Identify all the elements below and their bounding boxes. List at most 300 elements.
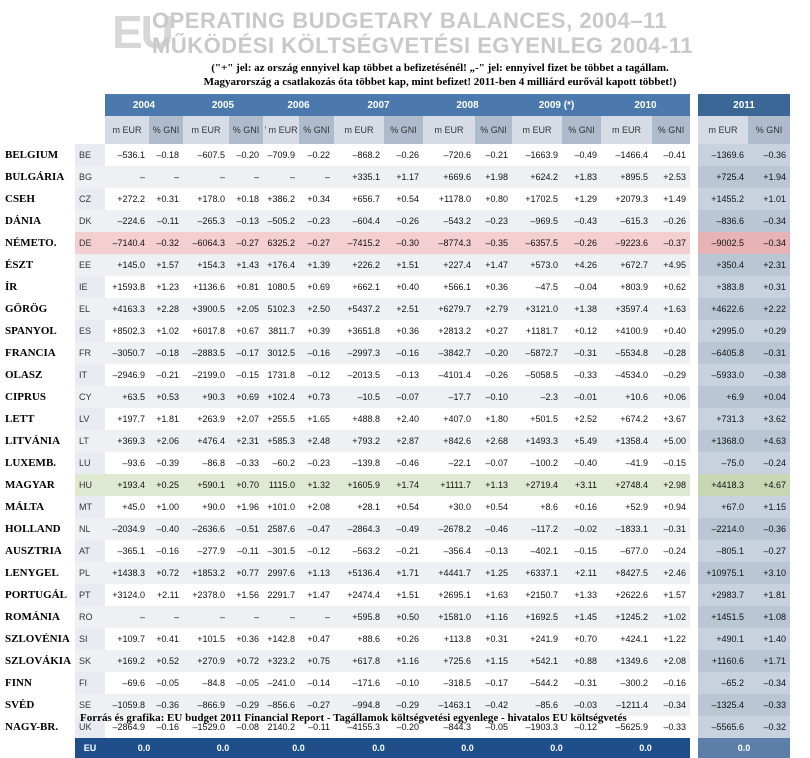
value-meur: +4441.7 — [423, 562, 475, 584]
value-meur: +2695.1 — [423, 584, 475, 606]
value-meur: –1059.8 — [105, 694, 149, 716]
value-meur: +176.4 — [263, 254, 299, 276]
country-code: MT — [75, 496, 105, 518]
value-gni: –0.26 — [475, 364, 512, 386]
value-meur: +617.8 — [334, 650, 384, 672]
value-gni: +1.49 — [652, 188, 690, 210]
table-row — [0, 562, 790, 584]
value-gni: –0.34 — [748, 232, 790, 254]
value-gni: +0.54 — [384, 496, 423, 518]
value-gni: –0.43 — [562, 210, 601, 232]
value-meur: +2995.0 — [698, 320, 748, 342]
value-gni: –0.32 — [748, 716, 790, 738]
value-meur: –2636.6 — [183, 518, 229, 540]
value-meur: –9002.5 — [698, 232, 748, 254]
country-name: DÁNIA — [5, 215, 42, 227]
value-gni: +2.31 — [229, 430, 263, 452]
value-meur: +2622.6 — [601, 584, 652, 606]
value-meur: –677.0 — [601, 540, 652, 562]
value-meur: –5933.0 — [698, 364, 748, 386]
value-meur: –4155.3 — [334, 716, 384, 738]
value-gni: –0.24 — [748, 452, 790, 474]
title-english: OPERATING BUDGETARY BALANCES, 2004–11 — [152, 8, 668, 33]
value-gni: +0.36 — [229, 628, 263, 650]
value-gni: –0.49 — [384, 518, 423, 540]
value-gni: +0.53 — [149, 386, 183, 408]
value-meur: –300.2 — [601, 672, 652, 694]
value-meur: +197.7 — [105, 408, 149, 430]
value-gni: –0.26 — [384, 210, 423, 232]
value-meur: +1605.9 — [334, 474, 384, 496]
value-gni: +1.94 — [748, 166, 790, 188]
unit-header-row — [0, 116, 790, 144]
value-meur: –93.6 — [105, 452, 149, 474]
value-gni: +0.31 — [748, 276, 790, 298]
value-meur: +45.0 — [105, 496, 149, 518]
value-gni: +2.68 — [475, 430, 512, 452]
value-meur: –2997.3 — [334, 342, 384, 364]
value-meur: –5565.6 — [698, 716, 748, 738]
value-meur: +725.4 — [698, 166, 748, 188]
value-meur: +369.3 — [105, 430, 149, 452]
country-name: HOLLAND — [5, 523, 61, 535]
value-meur: –1463.1 — [423, 694, 475, 716]
unit-meur: m EUR — [601, 116, 652, 144]
value-meur: –969.5 — [512, 210, 562, 232]
value-meur: +30.0 — [423, 496, 475, 518]
value-gni: –0.26 — [562, 232, 601, 254]
country-name: CIPRUS — [5, 391, 46, 403]
value-meur: +335.1 — [334, 166, 384, 188]
value-meur: +4622.6 — [698, 298, 748, 320]
value-gni: +0.88 — [562, 650, 601, 672]
value-gni: –0.37 — [652, 232, 690, 254]
value-meur: –277.9 — [183, 540, 229, 562]
value-gni: –0.11 — [149, 210, 183, 232]
value-gni: +2.11 — [562, 562, 601, 584]
value-gni: +0.80 — [475, 188, 512, 210]
unit-gni: % GNI — [562, 116, 601, 144]
value-gni: –0.28 — [652, 342, 690, 364]
value-meur: +4163.3 — [105, 298, 149, 320]
country-code: LV — [75, 408, 105, 430]
value-meur: +386.2 — [263, 188, 299, 210]
value-meur: +669.6 — [423, 166, 475, 188]
country-name: ÍR — [5, 281, 18, 293]
value-gni: –0.47 — [299, 518, 334, 540]
value-gni: –0.38 — [748, 364, 790, 386]
value-gni: +2.05 — [229, 298, 263, 320]
value-gni: +1.02 — [149, 320, 183, 342]
table-row — [0, 628, 790, 650]
balances-table — [0, 94, 790, 758]
value-gni: +1.80 — [475, 408, 512, 430]
country-name: GÖRÖG — [5, 303, 48, 315]
value-meur: –805.1 — [698, 540, 748, 562]
value-meur: +1349.6 — [601, 650, 652, 672]
value-gni: –0.32 — [149, 232, 183, 254]
value-gni: –0.12 — [299, 540, 334, 562]
value-gni: +0.70 — [562, 628, 601, 650]
value-gni: –0.10 — [384, 672, 423, 694]
value-gni: –0.21 — [475, 144, 512, 166]
value-gni: –0.17 — [229, 342, 263, 364]
value-gni: –0.16 — [384, 342, 423, 364]
country-name: PORTUGÁL — [5, 589, 67, 601]
unit-gni: % GNI — [299, 116, 334, 144]
country-name: LETT — [5, 413, 35, 425]
value-meur: –1466.4 — [601, 144, 652, 166]
eu-logo: EU — [112, 6, 172, 58]
value-meur: –1325.4 — [698, 694, 748, 716]
value-meur: –224.6 — [105, 210, 149, 232]
table-row — [0, 276, 790, 298]
country-code: SI — [75, 628, 105, 650]
value-gni: –0.36 — [149, 694, 183, 716]
value-gni: +1.15 — [748, 496, 790, 518]
value-meur: +90.3 — [183, 386, 229, 408]
value-gni: –0.34 — [748, 672, 790, 694]
value-meur: +1493.3 — [512, 430, 562, 452]
value-meur: –2.3 — [512, 386, 562, 408]
value-meur: +10.6 — [601, 386, 652, 408]
value-gni: –0.08 — [229, 716, 263, 738]
value-gni: +4.95 — [652, 254, 690, 276]
value-meur: +803.9 — [601, 276, 652, 298]
country-code: DK — [75, 210, 105, 232]
value-meur: 5102.3 — [263, 298, 299, 320]
country-name: NÉMETO. — [5, 237, 57, 249]
value-meur: +6017.8 — [183, 320, 229, 342]
value-meur: –47.5 — [512, 276, 562, 298]
value-meur: +3900.5 — [183, 298, 229, 320]
value-gni: +2.79 — [475, 298, 512, 320]
value-meur: +52.9 — [601, 496, 652, 518]
value-gni: +0.39 — [299, 320, 334, 342]
value-gni: +1.13 — [475, 474, 512, 496]
value-gni: –0.23 — [475, 210, 512, 232]
value-gni: +2.08 — [652, 650, 690, 672]
country-code: CY — [75, 386, 105, 408]
value-gni: +4.63 — [748, 430, 790, 452]
value-gni: –0.11 — [299, 716, 334, 738]
value-gni: +0.40 — [652, 320, 690, 342]
table-row — [0, 452, 790, 474]
value-meur: –844.3 — [423, 716, 475, 738]
unit-meur: m EUR — [512, 116, 562, 144]
value-gni: –0.40 — [149, 518, 183, 540]
country-code: SE — [75, 694, 105, 716]
value-meur: +1368.0 — [698, 430, 748, 452]
value-meur: –41.9 — [601, 452, 652, 474]
value-meur: –69.6 — [105, 672, 149, 694]
value-meur: –86.8 — [183, 452, 229, 474]
value-gni: –0.26 — [384, 144, 423, 166]
value-gni: +1.16 — [384, 650, 423, 672]
country-name: LITVÁNIA — [5, 435, 61, 447]
value-meur: +383.8 — [698, 276, 748, 298]
value-meur: – — [183, 606, 229, 628]
country-name: FINN — [5, 677, 32, 689]
value-gni: +2.87 — [384, 430, 423, 452]
value-gni: – — [229, 166, 263, 188]
value-gni: –0.33 — [229, 452, 263, 474]
value-meur: –4534.0 — [601, 364, 652, 386]
value-meur: –836.6 — [698, 210, 748, 232]
value-meur: –2034.9 — [105, 518, 149, 540]
country-name: BULGÁRIA — [5, 171, 65, 183]
value-meur: +4100.9 — [601, 320, 652, 342]
value-gni: +0.29 — [748, 320, 790, 342]
value-meur: –22.1 — [423, 452, 475, 474]
value-meur: – — [105, 166, 149, 188]
value-gni: –0.36 — [748, 518, 790, 540]
value-gni: +0.31 — [475, 628, 512, 650]
table-row — [0, 386, 790, 408]
country-name: SZLOVÉNIA — [5, 633, 70, 645]
value-gni: +1.15 — [475, 650, 512, 672]
value-meur: –139.8 — [334, 452, 384, 474]
value-gni: +1.98 — [475, 166, 512, 188]
unit-meur: m EUR — [698, 116, 748, 144]
value-gni: +1.32 — [299, 474, 334, 496]
unit-gni: % GNI — [229, 116, 263, 144]
value-meur: –1211.4 — [601, 694, 652, 716]
table-row — [0, 430, 790, 452]
value-gni: –0.27 — [299, 694, 334, 716]
value-meur: 1731.8 — [263, 364, 299, 386]
value-gni: –0.07 — [475, 452, 512, 474]
value-meur: +3597.4 — [601, 298, 652, 320]
eu-total-value: 0.0 — [263, 738, 334, 758]
value-gni: +2.31 — [748, 254, 790, 276]
value-gni: +1.51 — [384, 254, 423, 276]
value-meur: +226.2 — [334, 254, 384, 276]
value-gni: –0.41 — [652, 144, 690, 166]
value-meur: +731.3 — [698, 408, 748, 430]
value-gni: +1.39 — [299, 254, 334, 276]
value-gni: +3.11 — [562, 474, 601, 496]
value-meur: –1833.1 — [601, 518, 652, 540]
value-meur: +113.8 — [423, 628, 475, 650]
value-gni: –0.12 — [562, 716, 601, 738]
value-gni: –0.16 — [149, 716, 183, 738]
value-meur: +1111.7 — [423, 474, 475, 496]
value-gni: +0.50 — [384, 606, 423, 628]
value-meur: –171.6 — [334, 672, 384, 694]
value-gni: +1.47 — [299, 584, 334, 606]
value-gni: –0.10 — [475, 386, 512, 408]
country-name: AUSZTRIA — [5, 545, 62, 557]
country-name: MÁLTA — [5, 501, 45, 513]
value-meur: –8774.3 — [423, 232, 475, 254]
value-meur: +2983.7 — [698, 584, 748, 606]
value-gni: +2.06 — [149, 430, 183, 452]
value-gni: +1.08 — [748, 606, 790, 628]
value-meur: 2587.6 — [263, 518, 299, 540]
value-gni: –0.40 — [562, 452, 601, 474]
eu-total-value: 0.0 — [423, 738, 512, 758]
value-meur: – — [263, 606, 299, 628]
table-row — [0, 342, 790, 364]
value-gni: –0.16 — [149, 540, 183, 562]
value-meur: +323.2 — [263, 650, 299, 672]
value-gni: +2.53 — [652, 166, 690, 188]
value-meur: +2150.7 — [512, 584, 562, 606]
unit-gni: % GNI — [475, 116, 512, 144]
value-gni: +1.71 — [384, 562, 423, 584]
country-name: SPANYOL — [5, 325, 57, 337]
value-meur: +154.3 — [183, 254, 229, 276]
value-gni: –0.46 — [384, 452, 423, 474]
value-meur: –402.1 — [512, 540, 562, 562]
value-gni: –0.34 — [748, 210, 790, 232]
value-gni: +4.26 — [562, 254, 601, 276]
value-meur: –868.2 — [334, 144, 384, 166]
value-meur: –5058.5 — [512, 364, 562, 386]
value-gni: +0.12 — [562, 320, 601, 342]
country-code: CZ — [75, 188, 105, 210]
value-gni: –0.30 — [384, 232, 423, 254]
value-gni: –0.23 — [299, 210, 334, 232]
value-meur: +178.0 — [183, 188, 229, 210]
value-meur: –2883.5 — [183, 342, 229, 364]
value-meur: +656.7 — [334, 188, 384, 210]
value-gni: +2.22 — [748, 298, 790, 320]
value-meur: –505.2 — [263, 210, 299, 232]
country-code: PL — [75, 562, 105, 584]
eu-total-value: 0.0 — [698, 738, 790, 758]
value-gni: +1.17 — [384, 166, 423, 188]
value-meur: –2214.0 — [698, 518, 748, 540]
value-meur: – — [183, 166, 229, 188]
value-gni: +1.81 — [748, 584, 790, 606]
value-gni: –0.35 — [475, 232, 512, 254]
value-gni: –0.27 — [299, 232, 334, 254]
value-gni: –0.13 — [475, 540, 512, 562]
value-gni: –0.03 — [562, 694, 601, 716]
value-meur: +2378.0 — [183, 584, 229, 606]
country-code: RO — [75, 606, 105, 628]
value-meur: +6279.7 — [423, 298, 475, 320]
table-row — [0, 474, 790, 496]
value-meur: +1853.2 — [183, 562, 229, 584]
country-name: SVÉD — [5, 699, 35, 711]
value-meur: –2013.5 — [334, 364, 384, 386]
value-gni: +0.41 — [149, 628, 183, 650]
value-gni: +0.52 — [149, 650, 183, 672]
country-name: OLASZ — [5, 369, 43, 381]
country-name: LUXEMB. — [5, 457, 57, 469]
value-gni: – — [299, 166, 334, 188]
value-meur: +595.8 — [334, 606, 384, 628]
value-meur: –265.3 — [183, 210, 229, 232]
value-meur: –4101.4 — [423, 364, 475, 386]
value-gni: +2.07 — [229, 408, 263, 430]
eu-total-value: 0.0 — [183, 738, 263, 758]
value-meur: +1702.5 — [512, 188, 562, 210]
table-row — [0, 650, 790, 672]
value-gni: +0.47 — [299, 628, 334, 650]
value-meur: –7140.4 — [105, 232, 149, 254]
country-name: BELGIUM — [5, 149, 59, 161]
table-row — [0, 298, 790, 320]
value-meur: –6064.3 — [183, 232, 229, 254]
value-gni: +1.13 — [299, 562, 334, 584]
table-row — [0, 496, 790, 518]
value-meur: +3651.8 — [334, 320, 384, 342]
value-gni: +0.73 — [299, 386, 334, 408]
value-gni: +0.72 — [229, 650, 263, 672]
value-meur: +476.4 — [183, 430, 229, 452]
value-gni: +0.69 — [299, 276, 334, 298]
value-gni: –0.26 — [652, 210, 690, 232]
value-gni: –0.31 — [562, 342, 601, 364]
country-code: DE — [75, 232, 105, 254]
value-gni: +0.94 — [652, 496, 690, 518]
value-meur: 3811.7 — [263, 320, 299, 342]
value-meur: +270.9 — [183, 650, 229, 672]
table-row — [0, 408, 790, 430]
value-gni: +1.43 — [229, 254, 263, 276]
value-gni: +1.65 — [299, 408, 334, 430]
value-gni: –0.27 — [748, 540, 790, 562]
value-meur: –3050.7 — [105, 342, 149, 364]
value-gni: –0.12 — [299, 364, 334, 386]
value-meur: +350.4 — [698, 254, 748, 276]
value-meur: +241.9 — [512, 628, 562, 650]
value-meur: +793.2 — [334, 430, 384, 452]
value-gni: +1.00 — [149, 496, 183, 518]
country-name: CSEH — [5, 193, 35, 205]
value-meur: +5136.4 — [334, 562, 384, 584]
value-gni: +2.08 — [299, 496, 334, 518]
value-meur: +672.7 — [601, 254, 652, 276]
value-gni: +1.57 — [652, 584, 690, 606]
value-gni: +0.40 — [384, 276, 423, 298]
table-row — [0, 144, 790, 166]
year-2009: 2009 (*) — [512, 94, 601, 116]
year-2005: 2005 — [183, 94, 263, 116]
eu-code: EU — [75, 738, 105, 758]
country-code: FR — [75, 342, 105, 364]
value-gni: +2.40 — [384, 408, 423, 430]
value-gni: +1.22 — [652, 628, 690, 650]
value-meur: – — [263, 166, 299, 188]
value-meur: –856.6 — [263, 694, 299, 716]
value-meur: +10975.1 — [698, 562, 748, 584]
value-meur: +2079.3 — [601, 188, 652, 210]
value-meur: –7415.2 — [334, 232, 384, 254]
value-meur: 2140.2 — [263, 716, 299, 738]
value-meur: +109.7 — [105, 628, 149, 650]
table-row — [0, 254, 790, 276]
value-meur: +101.0 — [263, 496, 299, 518]
value-meur: –866.9 — [183, 694, 229, 716]
value-meur: –2864.3 — [334, 518, 384, 540]
value-gni: +1.01 — [748, 188, 790, 210]
value-gni: –0.17 — [475, 672, 512, 694]
value-meur: +662.1 — [334, 276, 384, 298]
value-meur: +1358.4 — [601, 430, 652, 452]
value-gni: +2.11 — [149, 584, 183, 606]
value-meur: –10.5 — [334, 386, 384, 408]
value-gni: –0.15 — [652, 452, 690, 474]
value-meur: +2813.2 — [423, 320, 475, 342]
value-meur: +102.4 — [263, 386, 299, 408]
unit-meur: m EUR — [183, 116, 229, 144]
value-gni: –0.15 — [229, 364, 263, 386]
